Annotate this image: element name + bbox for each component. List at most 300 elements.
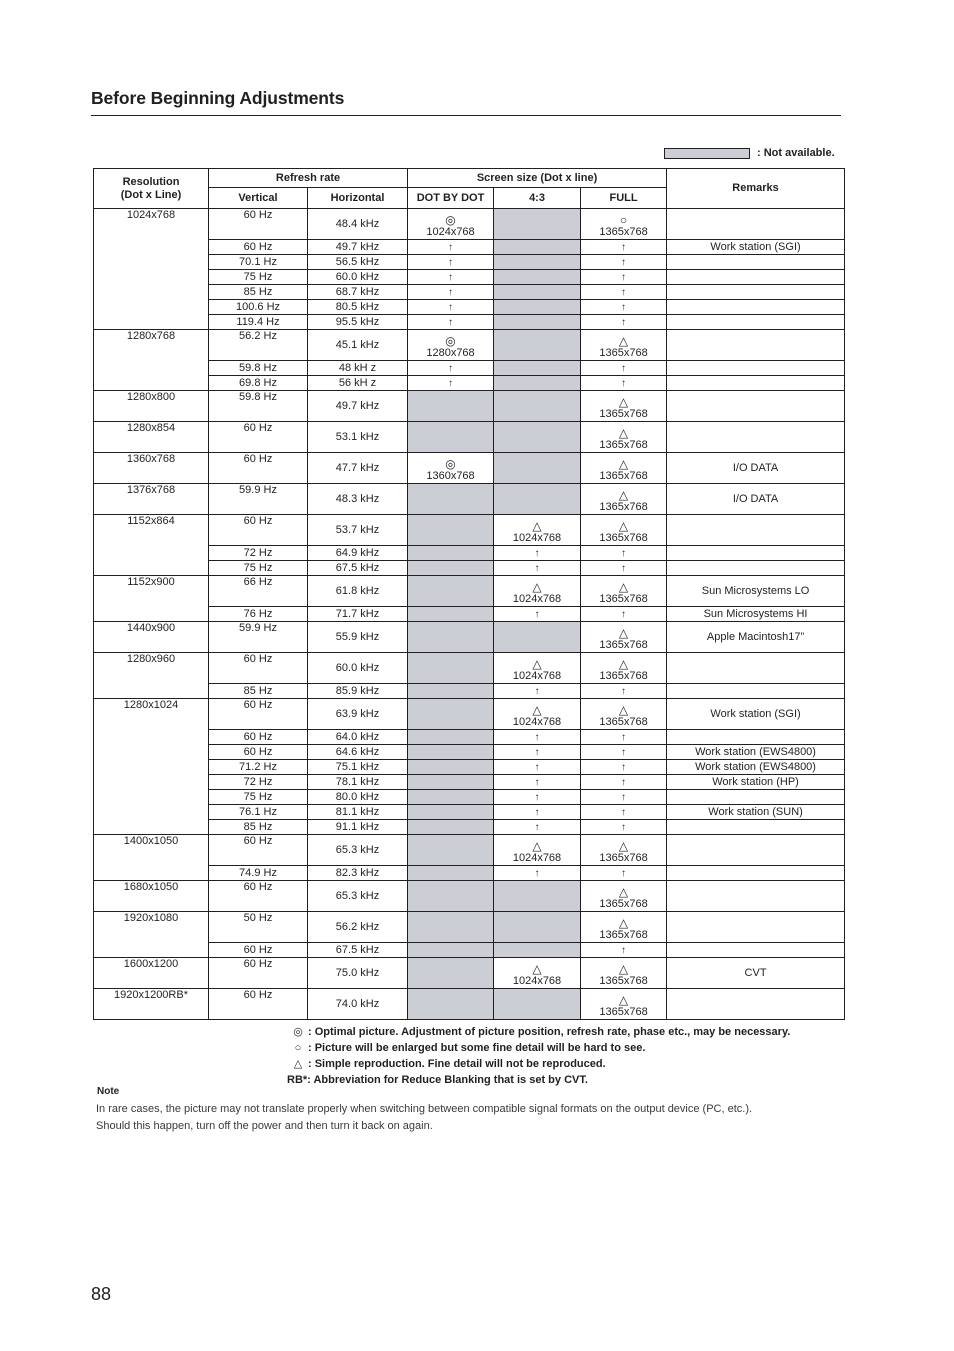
vertical-rate-cell: 60 Hz bbox=[209, 240, 308, 255]
dot-by-dot-cell bbox=[408, 607, 494, 622]
ratio-4-3-cell bbox=[494, 453, 581, 484]
ratio-4-3-cell bbox=[494, 699, 581, 730]
full-cell bbox=[581, 790, 667, 805]
same-as-above-arrow-icon: ↑ bbox=[534, 867, 540, 879]
full-cell bbox=[581, 300, 667, 315]
horizontal-rate-cell: 71.7 kHz bbox=[308, 607, 408, 622]
legend-text: : Simple reproduction. Fine detail will not be reproduced. bbox=[308, 1058, 606, 1070]
resolution-cell: 1920x1200RB* bbox=[94, 989, 209, 1020]
same-as-above-arrow-icon: ↑ bbox=[534, 608, 540, 620]
table-row bbox=[94, 653, 845, 684]
full-cell bbox=[581, 943, 667, 958]
remarks-cell bbox=[667, 730, 845, 745]
vertical-rate-cell: 60 Hz bbox=[209, 422, 308, 453]
dot-by-dot-cell bbox=[408, 958, 494, 989]
ratio-4-3-cell bbox=[494, 775, 581, 790]
vertical-rate-cell: 60 Hz bbox=[209, 653, 308, 684]
table-row bbox=[94, 699, 845, 730]
remarks-cell bbox=[667, 270, 845, 285]
full-cell bbox=[581, 255, 667, 270]
vertical-rate-cell: 60 Hz bbox=[209, 835, 308, 866]
same-as-above-arrow-icon: ↑ bbox=[448, 271, 454, 283]
ratio-4-3-cell bbox=[494, 943, 581, 958]
header-vertical: Vertical bbox=[209, 188, 308, 209]
dot-by-dot-cell bbox=[408, 684, 494, 699]
full-cell bbox=[581, 285, 667, 300]
ratio-4-3-cell bbox=[494, 805, 581, 820]
resolution-cell: 1376x768 bbox=[94, 484, 209, 515]
scaled-size-label: 1365x768 bbox=[599, 670, 648, 682]
same-as-above-arrow-icon: ↑ bbox=[621, 316, 627, 328]
resolution-cell: 1600x1200 bbox=[94, 958, 209, 989]
triangle-icon: △ bbox=[532, 657, 542, 671]
resolution-cell: 1280x1024 bbox=[94, 699, 209, 835]
remarks-cell: I/O DATA bbox=[667, 484, 845, 515]
horizontal-rate-cell: 67.5 kHz bbox=[308, 943, 408, 958]
note-line: In rare cases, the picture may not translate properly when switching between compatible signal formats on the output device (PC, etc.). bbox=[96, 1103, 753, 1115]
same-as-above-arrow-icon: ↑ bbox=[448, 377, 454, 389]
dot-by-dot-cell bbox=[408, 209, 494, 240]
horizontal-rate-cell: 61.8 kHz bbox=[308, 576, 408, 607]
scaled-size-label: 1365x768 bbox=[599, 347, 648, 359]
triangle-icon: △ bbox=[532, 839, 542, 853]
full-cell bbox=[581, 561, 667, 576]
full-cell bbox=[581, 745, 667, 760]
ratio-4-3-cell bbox=[494, 361, 581, 376]
ratio-4-3-cell bbox=[494, 285, 581, 300]
horizontal-rate-cell: 53.1 kHz bbox=[308, 422, 408, 453]
page-number: 88 bbox=[91, 1284, 112, 1304]
dot-by-dot-cell bbox=[408, 561, 494, 576]
header-screen-size: Screen size (Dot x line) bbox=[408, 169, 667, 188]
remarks-cell bbox=[667, 285, 845, 300]
table-row bbox=[94, 912, 845, 943]
full-cell bbox=[581, 912, 667, 943]
same-as-above-arrow-icon: ↑ bbox=[621, 286, 627, 298]
full-cell bbox=[581, 881, 667, 912]
triangle-icon: △ bbox=[532, 962, 542, 976]
triangle-icon: △ bbox=[293, 1058, 303, 1070]
horizontal-rate-cell: 64.0 kHz bbox=[308, 730, 408, 745]
not-available-legend bbox=[664, 146, 835, 160]
full-cell bbox=[581, 684, 667, 699]
dot-by-dot-cell bbox=[408, 805, 494, 820]
title-rule bbox=[91, 115, 841, 116]
remarks-cell bbox=[667, 422, 845, 453]
horizontal-rate-cell: 91.1 kHz bbox=[308, 820, 408, 835]
scaled-size-label: 1365x768 bbox=[599, 439, 648, 451]
same-as-above-arrow-icon: ↑ bbox=[534, 821, 540, 833]
same-as-above-arrow-icon: ↑ bbox=[448, 256, 454, 268]
vertical-rate-cell: 60 Hz bbox=[209, 730, 308, 745]
horizontal-rate-cell: 56.5 kHz bbox=[308, 255, 408, 270]
ratio-4-3-cell bbox=[494, 270, 581, 285]
same-as-above-arrow-icon: ↑ bbox=[534, 731, 540, 743]
scaled-size-label: 1365x768 bbox=[599, 639, 648, 651]
horizontal-rate-cell: 95.5 kHz bbox=[308, 315, 408, 330]
table-row bbox=[94, 330, 845, 361]
triangle-icon: △ bbox=[618, 395, 629, 409]
vertical-rate-cell: 60 Hz bbox=[209, 209, 308, 240]
vertical-rate-cell: 60 Hz bbox=[209, 958, 308, 989]
full-cell bbox=[581, 270, 667, 285]
remarks-cell: I/O DATA bbox=[667, 453, 845, 484]
dot-by-dot-cell bbox=[408, 484, 494, 515]
full-cell bbox=[581, 622, 667, 653]
vertical-rate-cell: 59.8 Hz bbox=[209, 391, 308, 422]
ratio-4-3-cell bbox=[494, 684, 581, 699]
vertical-rate-cell: 60 Hz bbox=[209, 515, 308, 546]
note-line: Should this happen, turn off the power and then turn it back on again. bbox=[96, 1120, 433, 1132]
table-row bbox=[94, 422, 845, 453]
resolution-cell: 1280x800 bbox=[94, 391, 209, 422]
vertical-rate-cell: 74.9 Hz bbox=[209, 866, 308, 881]
legend-item bbox=[287, 1072, 790, 1088]
scaled-size-label: 1024x768 bbox=[512, 670, 562, 682]
triangle-icon: △ bbox=[618, 962, 629, 976]
horizontal-rate-cell: 48.3 kHz bbox=[308, 484, 408, 515]
header-resolution-line2: (Dot x Line) bbox=[120, 188, 182, 201]
dot-by-dot-cell bbox=[408, 699, 494, 730]
same-as-above-arrow-icon: ↑ bbox=[621, 608, 627, 620]
ratio-4-3-cell bbox=[494, 300, 581, 315]
header-horizontal: Horizontal bbox=[308, 188, 408, 209]
resolution-cell: 1024x768 bbox=[94, 209, 209, 330]
table-body bbox=[94, 209, 845, 1020]
table-row bbox=[94, 835, 845, 866]
vertical-rate-cell: 60 Hz bbox=[209, 453, 308, 484]
vertical-rate-cell: 66 Hz bbox=[209, 576, 308, 607]
full-cell bbox=[581, 699, 667, 730]
triangle-icon: △ bbox=[618, 488, 629, 502]
remarks-cell bbox=[667, 255, 845, 270]
ratio-4-3-cell bbox=[494, 515, 581, 546]
vertical-rate-cell: 76.1 Hz bbox=[209, 805, 308, 820]
full-cell bbox=[581, 653, 667, 684]
remarks-cell: Work station (EWS4800) bbox=[667, 745, 845, 760]
remarks-cell bbox=[667, 943, 845, 958]
same-as-above-arrow-icon: ↑ bbox=[621, 821, 627, 833]
vertical-rate-cell: 119.4 Hz bbox=[209, 315, 308, 330]
resolution-cell: 1400x1050 bbox=[94, 835, 209, 881]
dot-by-dot-cell bbox=[408, 790, 494, 805]
vertical-rate-cell: 72 Hz bbox=[209, 775, 308, 790]
dot-by-dot-cell bbox=[408, 453, 494, 484]
table-row bbox=[94, 515, 845, 546]
same-as-above-arrow-icon: ↑ bbox=[621, 271, 627, 283]
ratio-4-3-cell bbox=[494, 653, 581, 684]
ratio-4-3-cell bbox=[494, 607, 581, 622]
horizontal-rate-cell: 49.7 kHz bbox=[308, 391, 408, 422]
double-circle-icon: ◎ bbox=[293, 1026, 303, 1038]
resolution-cell: 1280x854 bbox=[94, 422, 209, 453]
triangle-icon: △ bbox=[618, 626, 629, 640]
same-as-above-arrow-icon: ↑ bbox=[448, 301, 454, 313]
scaled-size-label: 1280x768 bbox=[426, 347, 475, 359]
dot-by-dot-cell bbox=[408, 912, 494, 943]
ratio-4-3-cell bbox=[494, 330, 581, 361]
vertical-rate-cell: 76 Hz bbox=[209, 607, 308, 622]
resolution-cell: 1680x1050 bbox=[94, 881, 209, 912]
full-cell bbox=[581, 989, 667, 1020]
table-row bbox=[94, 622, 845, 653]
vertical-rate-cell: 59.9 Hz bbox=[209, 622, 308, 653]
vertical-rate-cell: 56.2 Hz bbox=[209, 330, 308, 361]
same-as-above-arrow-icon: ↑ bbox=[448, 286, 454, 298]
dot-by-dot-cell bbox=[408, 255, 494, 270]
table-row bbox=[94, 881, 845, 912]
horizontal-rate-cell: 60.0 kHz bbox=[308, 653, 408, 684]
triangle-icon: △ bbox=[618, 916, 629, 930]
ratio-4-3-cell bbox=[494, 835, 581, 866]
dot-by-dot-cell bbox=[408, 576, 494, 607]
horizontal-rate-cell: 56 kH z bbox=[308, 376, 408, 391]
remarks-cell bbox=[667, 376, 845, 391]
full-cell bbox=[581, 576, 667, 607]
ratio-4-3-cell bbox=[494, 315, 581, 330]
vertical-rate-cell: 85 Hz bbox=[209, 285, 308, 300]
triangle-icon: △ bbox=[618, 519, 629, 533]
vertical-rate-cell: 85 Hz bbox=[209, 820, 308, 835]
scaled-size-label: 1365x768 bbox=[599, 593, 648, 605]
horizontal-rate-cell: 64.9 kHz bbox=[308, 546, 408, 561]
scaled-size-label: 1365x768 bbox=[599, 501, 648, 513]
remarks-cell bbox=[667, 546, 845, 561]
dot-by-dot-cell bbox=[408, 515, 494, 546]
resolution-cell: 1152x864 bbox=[94, 515, 209, 576]
scaled-size-label: 1365x768 bbox=[599, 929, 648, 941]
dot-by-dot-cell bbox=[408, 240, 494, 255]
remarks-cell bbox=[667, 820, 845, 835]
scaled-size-label: 1365x768 bbox=[599, 716, 648, 728]
remarks-cell: Apple Macintosh17” bbox=[667, 622, 845, 653]
legend-text: : Picture will be enlarged but some fine detail will be hard to see. bbox=[308, 1042, 646, 1054]
ratio-4-3-cell bbox=[494, 912, 581, 943]
scaled-size-label: 1365x768 bbox=[599, 408, 648, 420]
horizontal-rate-cell: 60.0 kHz bbox=[308, 270, 408, 285]
scaled-size-label: 1365x768 bbox=[599, 1006, 648, 1018]
remarks-cell: Work station (EWS4800) bbox=[667, 760, 845, 775]
vertical-rate-cell: 71.2 Hz bbox=[209, 760, 308, 775]
scaled-size-label: 1024x768 bbox=[512, 532, 562, 544]
same-as-above-arrow-icon: ↑ bbox=[534, 746, 540, 758]
horizontal-rate-cell: 53.7 kHz bbox=[308, 515, 408, 546]
vertical-rate-cell: 75 Hz bbox=[209, 270, 308, 285]
full-cell bbox=[581, 453, 667, 484]
vertical-rate-cell: 69.8 Hz bbox=[209, 376, 308, 391]
remarks-cell bbox=[667, 515, 845, 546]
remarks-cell bbox=[667, 653, 845, 684]
remarks-cell bbox=[667, 361, 845, 376]
full-cell bbox=[581, 820, 667, 835]
scaled-size-label: 1365x768 bbox=[599, 226, 648, 238]
dot-by-dot-cell bbox=[408, 622, 494, 653]
dot-by-dot-cell bbox=[408, 653, 494, 684]
not-available-swatch bbox=[664, 148, 750, 159]
same-as-above-arrow-icon: ↑ bbox=[534, 776, 540, 788]
full-cell bbox=[581, 607, 667, 622]
ratio-4-3-cell bbox=[494, 820, 581, 835]
remarks-cell: Sun Microsystems HI bbox=[667, 607, 845, 622]
dot-by-dot-cell bbox=[408, 881, 494, 912]
dot-by-dot-cell bbox=[408, 361, 494, 376]
remarks-cell bbox=[667, 790, 845, 805]
scaled-size-label: 1024x768 bbox=[512, 593, 562, 605]
vertical-rate-cell: 60 Hz bbox=[209, 881, 308, 912]
full-cell bbox=[581, 866, 667, 881]
vertical-rate-cell: 59.8 Hz bbox=[209, 361, 308, 376]
dot-by-dot-cell bbox=[408, 391, 494, 422]
remarks-cell: Sun Microsystems LO bbox=[667, 576, 845, 607]
dot-by-dot-cell bbox=[408, 315, 494, 330]
table-row bbox=[94, 958, 845, 989]
full-cell bbox=[581, 730, 667, 745]
ratio-4-3-cell bbox=[494, 790, 581, 805]
resolution-cell: 1152x900 bbox=[94, 576, 209, 622]
triangle-icon: △ bbox=[618, 839, 629, 853]
same-as-above-arrow-icon: ↑ bbox=[448, 241, 454, 253]
triangle-icon: △ bbox=[618, 426, 629, 440]
double-circle-icon: ◎ bbox=[445, 213, 456, 227]
table-row bbox=[94, 391, 845, 422]
remarks-cell: CVT bbox=[667, 958, 845, 989]
remarks-cell bbox=[667, 561, 845, 576]
same-as-above-arrow-icon: ↑ bbox=[534, 761, 540, 773]
ratio-4-3-cell bbox=[494, 866, 581, 881]
table-header bbox=[94, 169, 845, 209]
same-as-above-arrow-icon: ↑ bbox=[534, 685, 540, 697]
dot-by-dot-cell bbox=[408, 820, 494, 835]
ratio-4-3-cell bbox=[494, 760, 581, 775]
horizontal-rate-cell: 48.4 kHz bbox=[308, 209, 408, 240]
dot-by-dot-cell bbox=[408, 745, 494, 760]
header-resolution-line1: Resolution bbox=[122, 175, 180, 188]
full-cell bbox=[581, 391, 667, 422]
vertical-rate-cell: 60 Hz bbox=[209, 943, 308, 958]
triangle-icon: △ bbox=[618, 334, 629, 348]
scaled-size-label: 1365x768 bbox=[599, 852, 648, 864]
same-as-above-arrow-icon: ↑ bbox=[621, 867, 627, 879]
same-as-above-arrow-icon: ↑ bbox=[621, 562, 627, 574]
full-cell bbox=[581, 958, 667, 989]
vertical-rate-cell: 60 Hz bbox=[209, 745, 308, 760]
full-cell bbox=[581, 805, 667, 820]
legend-text: : Optimal picture. Adjustment of picture position, refresh rate, phase etc., may be necessary. bbox=[308, 1026, 791, 1038]
full-cell bbox=[581, 515, 667, 546]
header-dot-by-dot: DOT BY DOT bbox=[408, 188, 494, 209]
remarks-cell: Work station (SUN) bbox=[667, 805, 845, 820]
vertical-rate-cell: 75 Hz bbox=[209, 561, 308, 576]
horizontal-rate-cell: 48 kH z bbox=[308, 361, 408, 376]
resolution-cell: 1920x1080 bbox=[94, 912, 209, 958]
dot-by-dot-cell bbox=[408, 989, 494, 1020]
horizontal-rate-cell: 75.1 kHz bbox=[308, 760, 408, 775]
resolution-cell: 1280x768 bbox=[94, 330, 209, 391]
horizontal-rate-cell: 80.5 kHz bbox=[308, 300, 408, 315]
full-cell bbox=[581, 760, 667, 775]
header-remarks: Remarks bbox=[667, 169, 845, 209]
remarks-cell bbox=[667, 330, 845, 361]
ratio-4-3-cell bbox=[494, 376, 581, 391]
triangle-icon: △ bbox=[532, 580, 542, 594]
signal-compatibility-table bbox=[93, 168, 845, 1020]
remarks-cell bbox=[667, 300, 845, 315]
vertical-rate-cell: 100.6 Hz bbox=[209, 300, 308, 315]
dot-by-dot-cell bbox=[408, 300, 494, 315]
resolution-cell: 1360x768 bbox=[94, 453, 209, 484]
header-resolution bbox=[94, 169, 209, 209]
vertical-rate-cell: 72 Hz bbox=[209, 546, 308, 561]
not-available-label: : Not available. bbox=[757, 147, 835, 159]
dot-by-dot-cell bbox=[408, 835, 494, 866]
ratio-4-3-cell bbox=[494, 881, 581, 912]
dot-by-dot-cell bbox=[408, 866, 494, 881]
full-cell bbox=[581, 361, 667, 376]
same-as-above-arrow-icon: ↑ bbox=[621, 746, 627, 758]
same-as-above-arrow-icon: ↑ bbox=[621, 685, 627, 697]
remarks-cell: Work station (SGI) bbox=[667, 699, 845, 730]
page-title: Before Beginning Adjustments bbox=[91, 88, 345, 108]
horizontal-rate-cell: 65.3 kHz bbox=[308, 835, 408, 866]
horizontal-rate-cell: 47.7 kHz bbox=[308, 453, 408, 484]
table-row bbox=[94, 484, 845, 515]
ratio-4-3-cell bbox=[494, 989, 581, 1020]
horizontal-rate-cell: 81.1 kHz bbox=[308, 805, 408, 820]
resolution-cell: 1440x900 bbox=[94, 622, 209, 653]
triangle-icon: △ bbox=[618, 993, 629, 1007]
full-cell bbox=[581, 484, 667, 515]
vertical-rate-cell: 70.1 Hz bbox=[209, 255, 308, 270]
ratio-4-3-cell bbox=[494, 576, 581, 607]
same-as-above-arrow-icon: ↑ bbox=[534, 547, 540, 559]
same-as-above-arrow-icon: ↑ bbox=[448, 316, 454, 328]
scaled-size-label: 1365x768 bbox=[599, 470, 648, 482]
same-as-above-arrow-icon: ↑ bbox=[448, 362, 454, 374]
same-as-above-arrow-icon: ↑ bbox=[621, 806, 627, 818]
note-heading: Note bbox=[97, 1086, 120, 1097]
remarks-cell bbox=[667, 989, 845, 1020]
ratio-4-3-cell bbox=[494, 422, 581, 453]
horizontal-rate-cell: 56.2 kHz bbox=[308, 912, 408, 943]
vertical-rate-cell: 75 Hz bbox=[209, 790, 308, 805]
dot-by-dot-cell bbox=[408, 943, 494, 958]
circle-icon: ○ bbox=[294, 1042, 302, 1054]
header-4-3: 4:3 bbox=[494, 188, 581, 209]
horizontal-rate-cell: 80.0 kHz bbox=[308, 790, 408, 805]
same-as-above-arrow-icon: ↑ bbox=[621, 944, 627, 956]
horizontal-rate-cell: 68.7 kHz bbox=[308, 285, 408, 300]
same-as-above-arrow-icon: ↑ bbox=[621, 377, 627, 389]
same-as-above-arrow-icon: ↑ bbox=[621, 776, 627, 788]
scaled-size-label: 1365x768 bbox=[599, 532, 648, 544]
horizontal-rate-cell: 55.9 kHz bbox=[308, 622, 408, 653]
horizontal-rate-cell: 63.9 kHz bbox=[308, 699, 408, 730]
remarks-cell: Work station (SGI) bbox=[667, 240, 845, 255]
horizontal-rate-cell: 64.6 kHz bbox=[308, 745, 408, 760]
full-cell bbox=[581, 546, 667, 561]
same-as-above-arrow-icon: ↑ bbox=[534, 791, 540, 803]
header-refresh-rate: Refresh rate bbox=[209, 169, 408, 188]
remarks-cell bbox=[667, 315, 845, 330]
double-circle-icon: ◎ bbox=[445, 334, 456, 348]
triangle-icon: △ bbox=[618, 457, 629, 471]
triangle-icon: △ bbox=[618, 703, 629, 717]
legend-item bbox=[287, 1040, 790, 1056]
full-cell bbox=[581, 240, 667, 255]
table-row bbox=[94, 576, 845, 607]
same-as-above-arrow-icon: ↑ bbox=[621, 547, 627, 559]
scaled-size-label: 1360x768 bbox=[426, 470, 475, 482]
